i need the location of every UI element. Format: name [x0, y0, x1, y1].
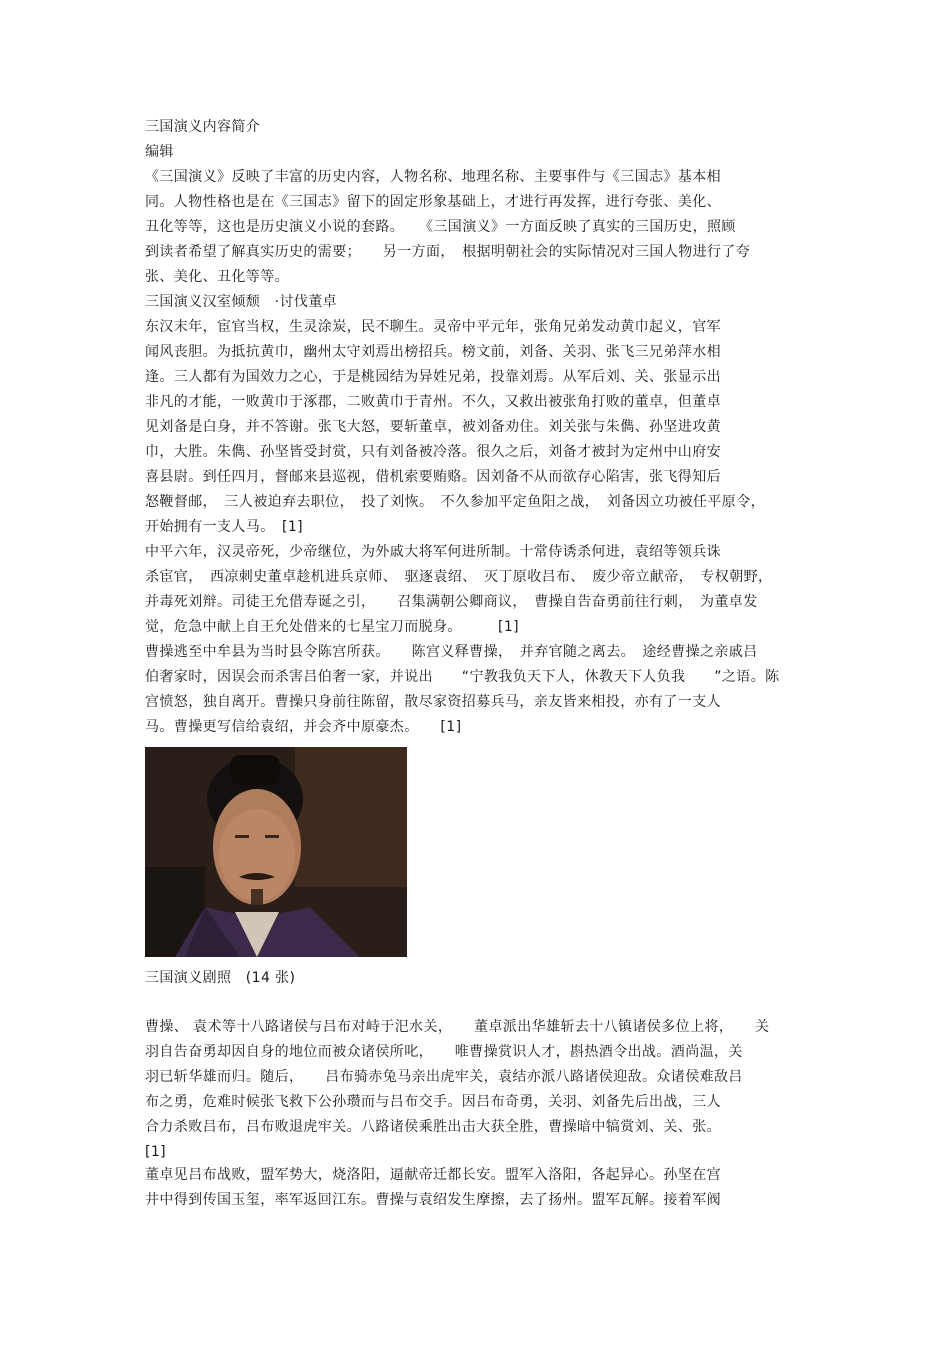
- text-line: 布之勇，危难时候张飞救下公孙瓒而与吕布交手。因吕布奇勇，关羽、刘备先后出战，三人: [145, 1094, 721, 1110]
- text-line: 伯奢家时，因误会而杀害吕伯奢一家，并说出 “宁教我负天下人，休教天下人负我 ”之语。陈: [145, 669, 780, 685]
- text-line: 羽已斩华雄而归。随后， 吕布骑赤兔马亲出虎牢关，袁结亦派八路诸侯迎敌。众诸侯难敌吕: [145, 1069, 743, 1085]
- text-line: 《三国演义》反映了丰富的历史内容，人物名称、地理名称、主要事件与《三国志》基本相: [145, 169, 721, 185]
- text-line: 丑化等等，这也是历史演义小说的套路。 《三国演义》一方面反映了真实的三国历史，照顾: [145, 219, 736, 235]
- text-line: 非凡的才能，一败黄巾于涿郡，二败黄巾于青州。不久，又救出被张角打败的董卓，但董卓: [145, 394, 721, 410]
- text-line: 三国演义汉室倾颓 ·讨伐董卓: [145, 294, 338, 310]
- text-line: 觉，危急中献上自王允处借来的七星宝刀而脱身。 [1]: [145, 619, 520, 635]
- text-line: 杀宦官， 西凉刺史董卓趁机进兵京师、 驱逐袁绍、 灭丁原收吕布、 废少帝立献帝， 专权朝野，: [145, 569, 773, 585]
- text-line: 喜县尉。到任四月，督邮来县巡视，借机索要贿赂。因刘备不从而欲存心陷害，张飞得知后: [145, 469, 721, 485]
- photo-caption: 三国演义剧照 (14 张): [145, 970, 296, 986]
- text-line: 曹操逃至中牟县为当时县令陈宫所获。 陈宫义释曹操， 并弃官随之离去。 途经曹操之亲戚吕: [145, 644, 758, 660]
- edit-label: 编辑: [145, 144, 174, 160]
- drama-still-photo: [145, 747, 407, 957]
- text-line: 开始拥有一支人马。 [1]: [145, 519, 304, 535]
- text-line: 并毒死刘辩。司徒王允借寿诞之引， 召集满朝公卿商议， 曹操自告奋勇前往行刺， 为董卓发: [145, 594, 758, 610]
- text-line: 合力杀败吕布，吕布败退虎牢关。八路诸侯乘胜出击大获全胜，曹操暗中犒赏刘、关、张。: [145, 1119, 721, 1135]
- text-line: 东汉末年，宦官当权，生灵涂炭，民不聊生。灵帝中平元年，张角兄弟发动黄巾起义，官军: [145, 319, 721, 335]
- text-line: 宫愤怒，独自离开。曹操只身前往陈留，散尽家资招募兵马，亲友皆来相投，亦有了一支人: [145, 694, 721, 710]
- text-line: 马。曹操更写信给袁绍，并会齐中原豪杰。 [1]: [145, 719, 462, 735]
- text-line: 逢。三人都有为国效力之心，于是桃园结为异姓兄弟，投靠刘焉。从军后刘、关、张显示出: [145, 369, 721, 385]
- text-line: 中平六年，汉灵帝死，少帝继位，为外戚大将军何进所制。十常侍诱杀何进，袁绍等领兵诛: [145, 544, 721, 560]
- text-line: 怒鞭督邮， 三人被迫弃去职位， 投了刘恢。 不久参加平定鱼阳之战， 刘备因立功被任平原令，: [145, 494, 765, 510]
- text-line: 到读者希望了解真实历史的需要； 另一方面， 根据明朝社会的实际情况对三国人物进行了夸: [145, 244, 751, 260]
- text-line: 闻风丧胆。为抵抗黄巾，幽州太守刘焉出榜招兵。榜文前，刘备、关羽、张飞三兄弟萍水相: [145, 344, 721, 360]
- text-line: 曹操、 袁术等十八路诸侯与吕布对峙于汜水关， 董卓派出华雄斩去十八镇诸侯多位上将， 关: [145, 1019, 770, 1035]
- text-line: 井中得到传国玉玺，率军返回江东。曹操与袁绍发生摩擦，去了扬州。盟军瓦解。接着军阀: [145, 1192, 721, 1208]
- text-line: 羽自告奋勇却因自身的地位而被众诸侯所叱， 唯曹操赏识人才，斟热酒令出战。酒尚温，关: [145, 1044, 743, 1060]
- text-line: 见刘备是白身，并不答谢。张飞大怒，要斩董卓，被刘备劝住。刘关张与朱儁、孙坚进攻黄: [145, 419, 721, 435]
- text-line: [1]: [145, 1144, 167, 1160]
- text-line: 董卓见吕布战败，盟军势大，烧洛阳，逼献帝迁都长安。盟军入洛阳，各起异心。孙坚在宫: [145, 1167, 721, 1183]
- page-title: 三国演义内容简介: [145, 119, 261, 135]
- text-line: 张、美化、丑化等等。: [145, 269, 289, 285]
- text-line: 同。人物性格也是在《三国志》留下的固定形象基础上，才进行再发挥，进行夸张、美化、: [145, 194, 721, 210]
- text-line: 巾，大胜。朱儁、孙坚皆受封赏，只有刘备被冷落。很久之后，刘备才被封为定州中山府安: [145, 444, 721, 460]
- portrait-image: [145, 747, 407, 957]
